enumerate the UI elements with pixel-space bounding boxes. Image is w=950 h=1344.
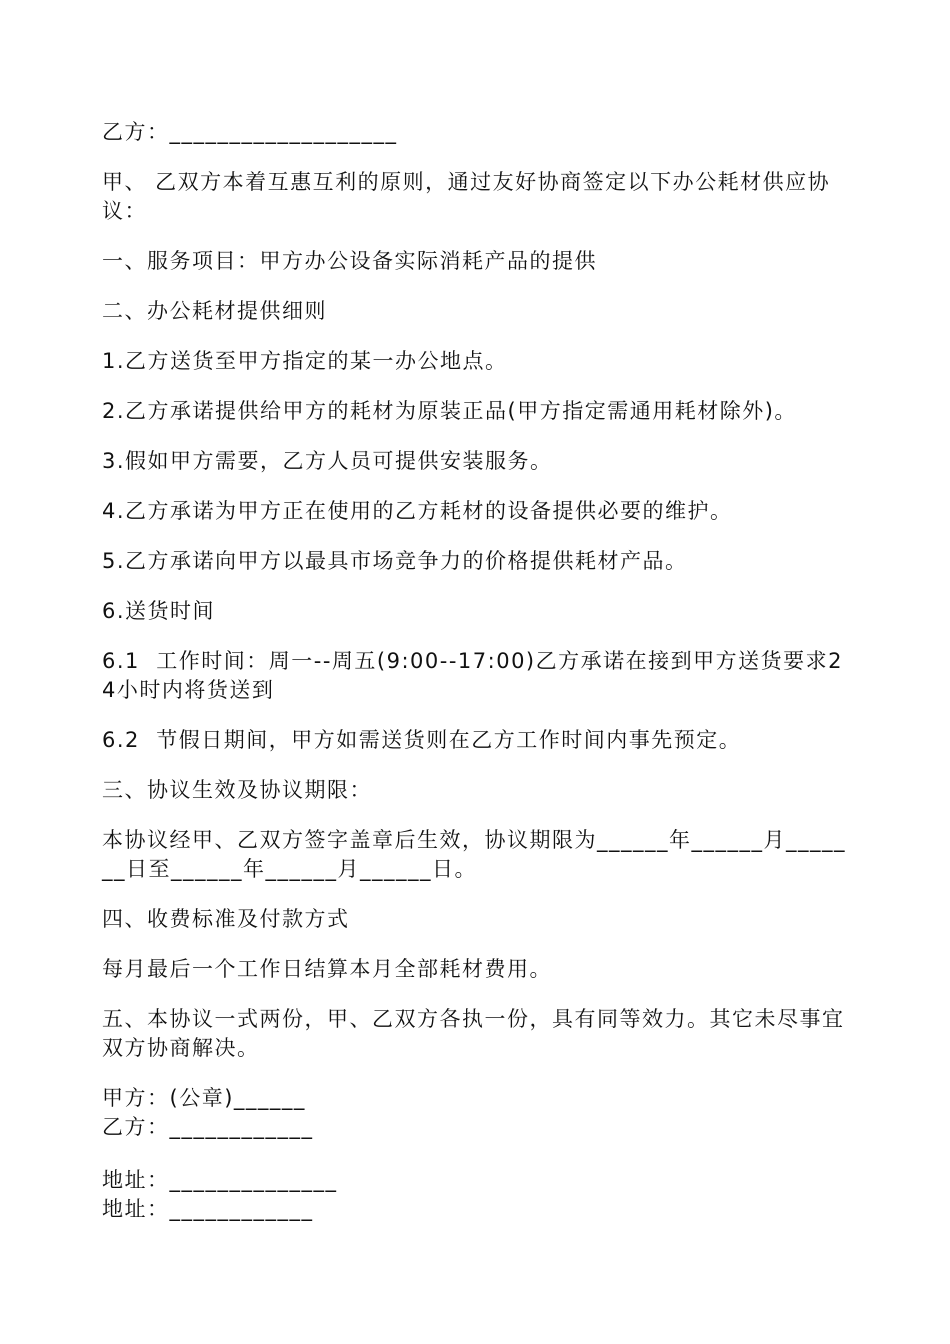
section-5-text: 五、本协议一式两份，甲、乙双方各执一份，具有同等效力。其它未尽事宜双方协商解决。: [102, 1007, 845, 1060]
clause-2: 2.乙方承诺提供给甲方的耗材为原装正品(甲方指定需通用耗材除外)。: [102, 399, 797, 423]
clause-3: 3.假如甲方需要，乙方人员可提供安装服务。: [102, 449, 553, 473]
section-2-heading: 二、办公耗材提供细则: [102, 299, 327, 323]
billing-text: 每月最后一个工作日结算本月全部耗材费用。: [102, 957, 552, 981]
clause-6: 6.送货时间: [102, 599, 216, 623]
clause-5: 5.乙方承诺向甲方以最具市场竞争力的价格提供耗材产品。: [102, 549, 688, 573]
clause-6-2: 6.2 节假日期间，甲方如需送货则在乙方工作时间内事先预定。: [102, 728, 742, 752]
clause-6-1: 6.1 工作时间：周一--周五(9:00--17:00)乙方承诺在接到甲方送货要求24小时内将货送到: [102, 649, 843, 702]
party-b-line: 乙方：___________________: [102, 120, 398, 144]
signature-spacer: [102, 1142, 850, 1166]
signature-block: [102, 1084, 850, 1224]
clause-1: 1.乙方送货至甲方指定的某一办公地点。: [102, 349, 508, 373]
signature-party-b: 乙方：____________: [102, 1115, 314, 1139]
clause-4: 4.乙方承诺为甲方正在使用的乙方耗材的设备提供必要的维护。: [102, 499, 733, 523]
signature-party-a: 甲方：(公章)______: [102, 1086, 306, 1110]
agreement-term: 本协议经甲、乙双方签字盖章后生效，协议期限为______年______月_______日至______年______月______日。: [102, 828, 846, 881]
section-4-heading: 四、收费标准及付款方式: [102, 907, 350, 931]
address-party-b: 地址：____________: [102, 1197, 314, 1221]
section-3-heading: 三、协议生效及协议期限：: [102, 778, 372, 802]
section-1-service: 一、服务项目：甲方办公设备实际消耗产品的提供: [102, 249, 597, 273]
address-party-a: 地址：______________: [102, 1168, 338, 1192]
preamble: 甲、 乙双方本着互惠互利的原则，通过友好协商签定以下办公耗材供应协议：: [102, 170, 831, 223]
